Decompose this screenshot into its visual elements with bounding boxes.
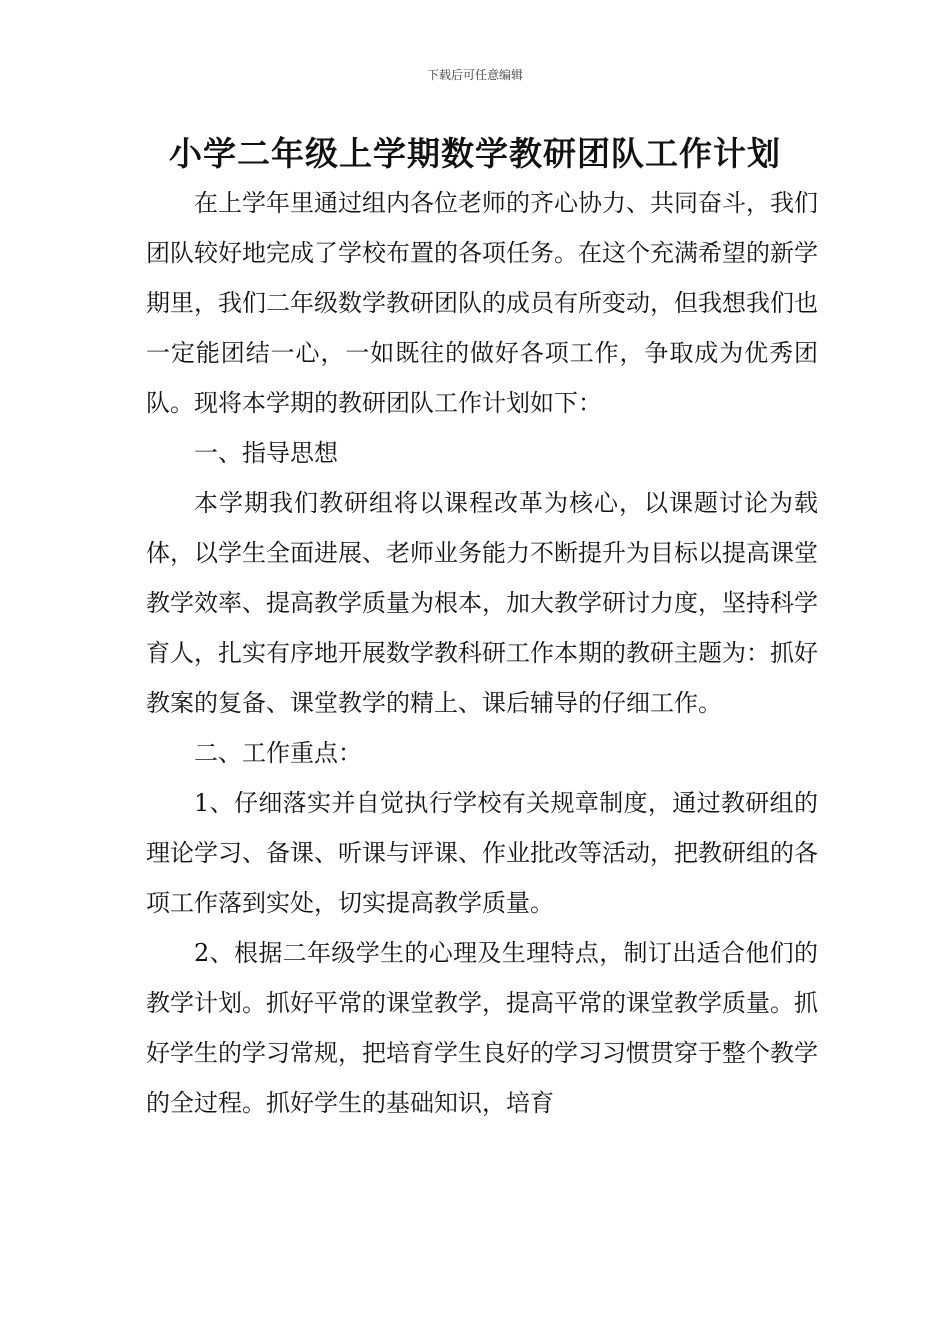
guiding-thought-paragraph: 本学期我们教研组将以课程改革为核心，以课题讨论为载体，以学生全面进展、老师业务能力不断提升为目标以提高课堂教学效率、提高教学质量为根本，加大教学研讨力度，坚持科学育人，扎实有序地开展数学教科研工作本期的教研主题为：抓好教案的复备、课堂教学的精上、课后辅导的仔细工作。 (146, 489, 818, 717)
header-note: 下载后可任意编辑 (426, 68, 523, 82)
document-title: 小学二年级上学期数学教研团队工作计划 (169, 134, 781, 173)
work-focus-item-2: 2、根据二年级学生的心理及生理特点，制订出适合他们的教学计划。抓好平常的课堂教学，提高平常的课堂教学质量。抓好学生的学习常规，把培育学生良好的学习习惯贯穿于整个教学的全过程。抓好学生的基础知识，培育 (146, 939, 818, 1117)
intro-paragraph: 在上学年里通过组内各位老师的齐心协力、共同奋斗，我们团队较好地完成了学校布置的各项任务。在这个充满希望的新学期里，我们二年级数学教研团队的成员有所变动，但我想我们也一定能团结一心，一如既往的做好各项工作，争取成为优秀团队。现将本学期的教研团队工作计划如下： (146, 189, 818, 417)
work-focus-item-1: 1、仔细落实并自觉执行学校有关规章制度，通过教研组的理论学习、备课、听课与评课、作业批改等活动，把教研组的各项工作落到实处，切实提高教学质量。 (146, 789, 818, 917)
document-body (146, 178, 818, 1128)
section-heading-guiding-thought: 一、指导思想 (194, 439, 338, 467)
section-heading-work-focus: 二、工作重点： (194, 739, 362, 767)
